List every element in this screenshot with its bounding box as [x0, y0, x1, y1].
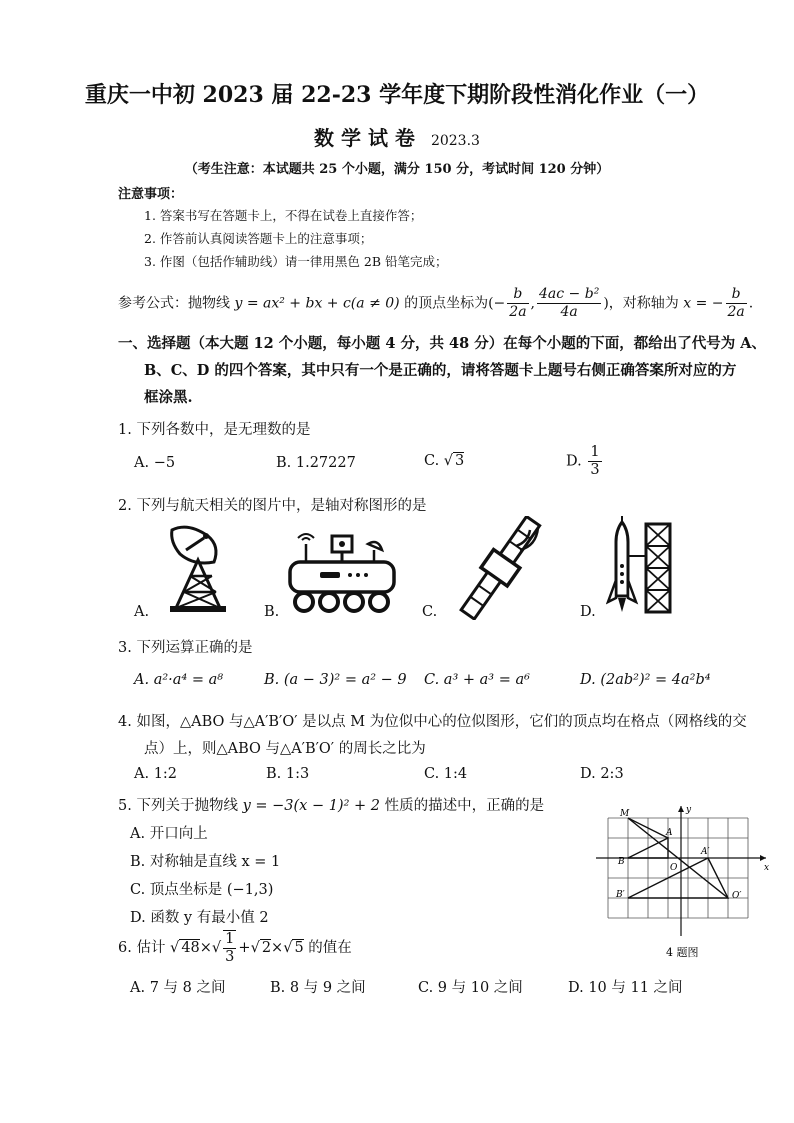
section-heading-line2: B、C、D 的四个答案，其中只有一个是正确的，请将答题卡上题号右侧正确答案所对应的方 [144, 362, 737, 379]
label-x-axis: x [764, 863, 770, 873]
q4-stem-line1: 4. 如图，△ABO 与△A′B′O′ 是以点 M 为位似中心的位似图形，它们的顶点均在格点（网格线的交 [118, 714, 747, 730]
q5-option-d: D. 函数 y 有最小值 2 [130, 910, 269, 926]
label-o1: O′ [732, 891, 742, 901]
reference-formula: 参考公式：抛物线 y = ax² + bx + c(a ≠ 0) 的顶点坐标为(− $\frac{b}{2a}$ , $\frac{\text{4ac − b²}}{4a}$ )，对称轴为 x = − $\frac{b}{2a}$ . [118, 286, 754, 320]
q5-option-c: C. 顶点坐标是 (−1,3) [130, 882, 274, 898]
q2-option-d: D. [580, 604, 596, 620]
exam-subtitle [0, 122, 794, 151]
q1-c-value: 3 [455, 453, 465, 469]
q3-option-c: C. a³ + a³ = a⁶ [424, 672, 530, 688]
lunar-rover-picture [284, 532, 402, 618]
q6-sqrt-2: 2 [261, 940, 272, 956]
q1-d-num: 1 [590, 444, 600, 460]
formula-mid: 的顶点坐标为 [404, 295, 489, 312]
formula-prefix: 参考公式：抛物线 [118, 295, 230, 312]
q1-option-b: B. 1.27227 [276, 455, 356, 471]
q1-d-den: 3 [590, 462, 600, 478]
q3-option-d: D. (2ab²)² = 4a²b⁴ [580, 672, 711, 688]
q1-d-fraction [588, 444, 601, 479]
q1-stem: 1. 下列各数中，是无理数的是 [118, 422, 311, 438]
q1-option-c: C. √ 3 [424, 453, 465, 469]
q6-sqrt-5: 5 [294, 940, 304, 956]
formula-equation: y = ax² + bx + c(a ≠ 0) [234, 295, 400, 312]
label-a1: A′ [701, 847, 710, 857]
radar-antenna-picture [160, 520, 240, 616]
q5-option-a: A. 开口向上 [130, 826, 208, 842]
q6-option-b: B. 8 与 9 之间 [270, 980, 366, 996]
q4-similarity-figure [588, 800, 778, 968]
figure-caption: 4 题图 [666, 946, 699, 959]
section-heading-line3: 框涂黑. [144, 389, 193, 406]
section-heading-line1: 一、选择题（本大题 12 个小题，每小题 4 分，共 48 分）在每个小题的下面，都给出了代号为 A、 [118, 335, 767, 352]
vy-den: 4a [560, 304, 578, 320]
q3-option-b: B. (a − 3)² = a² − 9 [264, 672, 407, 688]
q4-option-d: D. 2:3 [580, 766, 624, 782]
vx-den: 2a [509, 304, 527, 320]
q6-option-a: A. 7 与 8 之间 [130, 980, 226, 996]
exam-notice: （考生注意：本试题共 25 个小题，满分 150 分，考试时间 120 分钟） [184, 162, 610, 177]
q1-option-d [566, 444, 604, 479]
q6-stem: 6. 估计 √ 48×√ $\frac{1}{3}$ +√ 2×√ 5 的值在 [118, 931, 352, 965]
q2-stem: 2. 下列与航天相关的图片中，是轴对称图形的是 [118, 498, 427, 514]
q1-d-label: D. [566, 453, 582, 470]
vx-num: b [507, 286, 528, 304]
q5-option-b: B. 对称轴是直线 x = 1 [130, 854, 281, 870]
axis-fraction [726, 286, 747, 321]
q6-stem-pre: 6. 估计 [118, 940, 166, 956]
vertex-y-fraction [537, 286, 601, 321]
q6-plus: + [238, 940, 251, 956]
q3-stem: 3. 下列运算正确的是 [118, 640, 253, 656]
label-a: A [666, 828, 673, 838]
ax-num: b [726, 286, 747, 304]
axis-eq: x = − [683, 295, 724, 312]
rocket-launch-tower-picture [606, 516, 674, 616]
label-m: M [620, 809, 630, 819]
q6-stem-post: 的值在 [308, 940, 352, 956]
q5-stem-pre: 5. 下列关于抛物线 [118, 798, 238, 814]
vy-num: 4ac − b² [539, 286, 600, 302]
q5-equation: y = −3(x − 1)² + 2 [242, 798, 380, 814]
q3-option-a: A. a²·a⁴ = a⁸ [134, 672, 224, 688]
label-y-axis: y [686, 805, 692, 815]
vertex-x-fraction [507, 286, 528, 321]
q6-option-c: C. 9 与 10 之间 [418, 980, 523, 996]
note-item: 2. 作答前认真阅读答题卡上的注意事项； [144, 231, 373, 246]
note-item: 3. 作图（包括作辅助线）请一律用黑色 2B 铅笔完成； [144, 254, 448, 269]
q4-option-b: B. 1:3 [266, 766, 310, 782]
q6-times-2: × [271, 940, 284, 956]
exam-title: 重庆一中初 2023 届 22-23 学年度下期阶段性消化作业（一） [84, 82, 710, 108]
label-b: B [618, 857, 625, 867]
q6-option-d: D. 10 与 11 之间 [568, 980, 683, 996]
axis-text: ，对称轴为 [608, 295, 679, 312]
q2-option-a: A. [134, 604, 150, 620]
q4-option-a: A. 1:2 [134, 766, 178, 782]
label-o: O [670, 863, 678, 873]
notes-heading: 注意事项： [118, 187, 184, 202]
q6-times: × [199, 940, 212, 956]
ax-den: 2a [727, 304, 745, 320]
q2-option-b: B. [264, 604, 280, 620]
q1-option-a: A. −5 [134, 455, 176, 471]
q5-stem-post: 性质的描述中，正确的是 [384, 798, 545, 814]
q4-option-c: C. 1:4 [424, 766, 468, 782]
exam-date: 2023.3 [430, 133, 480, 149]
subject-title: 数 学 试 卷 [314, 126, 415, 150]
satellite-picture [444, 516, 554, 620]
q5-stem [118, 794, 544, 815]
q6-sqrt-fraction [223, 930, 236, 966]
q6-frac-num: 1 [225, 931, 235, 947]
q1-c-label: C. [424, 453, 440, 469]
q4-stem-line2: 点）上，则△ABO 与△A′B′O′ 的周长之比为 [144, 741, 426, 757]
q6-sqrt-48: 48 [181, 940, 200, 956]
q2-option-c: C. [422, 604, 438, 620]
q6-frac-den: 3 [225, 949, 235, 965]
note-item: 1. 答案书写在答题卡上，不得在试卷上直接作答； [144, 208, 423, 223]
label-b1: B′ [616, 890, 625, 900]
